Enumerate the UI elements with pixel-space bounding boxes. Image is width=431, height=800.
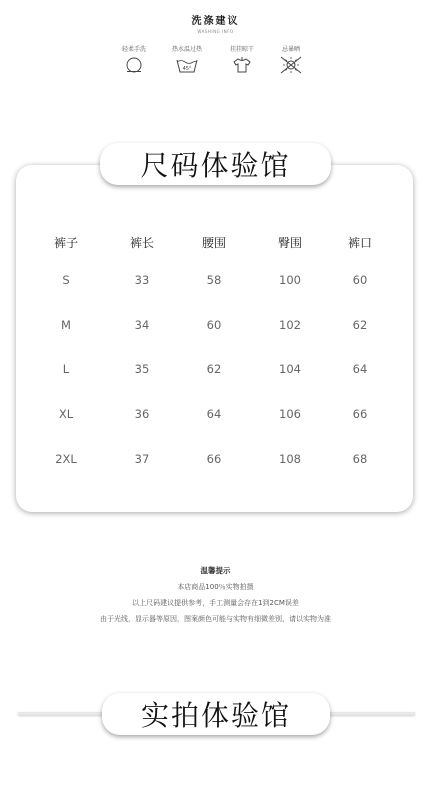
table-cell: 37 (134, 452, 150, 466)
tips-line: 以上尺码建议提供参考，手工测量会存在1到2CM误差 (132, 599, 299, 607)
wash-item-hand-wash (104, 44, 164, 74)
hang-dry-shirt-icon (231, 56, 253, 74)
table-cell: 34 (134, 318, 150, 332)
table-cell: 106 (279, 407, 301, 421)
table-cell: 62 (206, 362, 222, 376)
table-cell: 104 (279, 362, 301, 376)
table-cell: 33 (134, 273, 150, 287)
washing-icons-row (0, 44, 431, 84)
tips-line: 本店商品100％实物拍摄 (177, 583, 254, 591)
table-cell: 58 (206, 273, 222, 287)
table-header: 腰围 (201, 236, 226, 250)
table-cell: 62 (352, 318, 368, 332)
table-cell: 35 (134, 362, 150, 376)
divider-left (18, 712, 108, 715)
wash-label: 热水温过热 (171, 46, 202, 53)
table-cell: 64 (206, 407, 222, 421)
table-cell: 36 (134, 407, 150, 421)
table-header: 裤子 (53, 236, 78, 250)
warm-tips (0, 565, 431, 624)
table-cell: 60 (352, 273, 368, 287)
table-cell: 108 (279, 452, 301, 466)
no-sun-icon (279, 56, 303, 74)
table-cell: 100 (279, 273, 301, 287)
washing-title: 洗涤建议 (191, 16, 240, 27)
table-cell: 64 (352, 362, 368, 376)
table-cell: XL (58, 407, 74, 421)
wash-label: 轻柔手洗 (121, 46, 146, 53)
wash-item-temperature (157, 44, 217, 74)
photo-section-title: 实拍体验馆 (102, 693, 330, 735)
wash-label: 挂挂晾干 (229, 46, 254, 53)
washing-info-header (0, 12, 431, 34)
size-chart-card (16, 165, 413, 512)
wash-temp-45-icon (175, 56, 199, 74)
wash-label: 忌暴晒 (281, 46, 300, 53)
tips-line: 由于光线，显示器等原因，图案颜色可能与实物有细微差别，请以实物为准 (100, 615, 331, 623)
table-cell: 66 (352, 407, 368, 421)
wash-item-no-sun (261, 44, 321, 74)
table-cell: 60 (206, 318, 222, 332)
tips-title: 温馨提示 (200, 566, 231, 575)
table-cell: 102 (279, 318, 301, 332)
divider-right (325, 712, 415, 715)
size-section-title: 尺码体验馆 (100, 143, 331, 185)
table-cell: M (61, 318, 71, 332)
table-header: 臀围 (277, 236, 302, 250)
table-cell: 66 (206, 452, 222, 466)
hand-wash-circle-icon (125, 56, 143, 74)
washing-subtitle: WASHING INFO (197, 29, 234, 34)
table-cell: S (62, 273, 70, 287)
table-cell: L (62, 362, 70, 376)
table-cell: 68 (352, 452, 368, 466)
wash-temp-text: 45° (182, 66, 192, 72)
table-header: 裤口 (347, 236, 372, 250)
table-header: 裤长 (129, 236, 154, 250)
table-cell: 2XL (55, 452, 77, 466)
